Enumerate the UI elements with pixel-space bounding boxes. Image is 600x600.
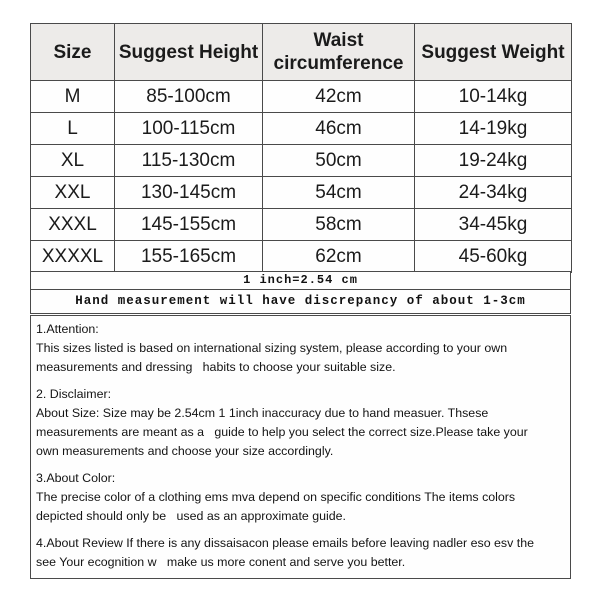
weight-cell: 24-34kg xyxy=(415,177,572,209)
size-cell: XXL xyxy=(31,177,115,209)
inch-conversion-note: 1 inch=2.54 cm xyxy=(30,271,571,290)
table-row xyxy=(31,241,572,273)
weight-cell: 10-14kg xyxy=(415,81,572,113)
weight-cell: 14-19kg xyxy=(415,113,572,145)
table-row xyxy=(31,209,572,241)
height-cell: 115-130cm xyxy=(115,145,263,177)
height-cell: 145-155cm xyxy=(115,209,263,241)
size-cell: XXXXL xyxy=(31,241,115,273)
table-row xyxy=(31,145,572,177)
notes-box xyxy=(30,315,571,579)
note-line: The precise color of a clothing ems mva depend on specific conditions The items colors xyxy=(36,490,516,504)
height-cell: 85-100cm xyxy=(115,81,263,113)
weight-cell: 45-60kg xyxy=(415,241,572,273)
height-cell: 130-145cm xyxy=(115,177,263,209)
col-header-weight: Suggest Weight xyxy=(415,24,572,81)
size-table xyxy=(30,23,572,273)
size-cell: XL xyxy=(31,145,115,177)
size-cell: M xyxy=(31,81,115,113)
note-line: This sizes listed is based on international sizing system, please according to your own xyxy=(36,341,508,355)
waist-cell: 50cm xyxy=(263,145,415,177)
note-line: 1.Attention: xyxy=(36,322,99,336)
note-section-attention xyxy=(36,320,567,377)
note-section-review xyxy=(36,534,567,572)
waist-cell: 46cm xyxy=(263,113,415,145)
table-row xyxy=(31,81,572,113)
note-line: About Size: Size may be 2.54cm 1 1inch inaccuracy due to hand measuer. Thsese xyxy=(36,406,489,420)
col-header-height: Suggest Height xyxy=(115,24,263,81)
waist-cell: 62cm xyxy=(263,241,415,273)
note-line: own measurements and choose your size accordingly. xyxy=(36,444,334,458)
height-cell: 155-165cm xyxy=(115,241,263,273)
note-line: 4.About Review If there is any dissaisacon please emails before leaving nadler eso esv the xyxy=(36,536,534,550)
col-header-waist: Waist circumference xyxy=(263,24,415,81)
table-row xyxy=(31,113,572,145)
waist-cell: 58cm xyxy=(263,209,415,241)
size-cell: L xyxy=(31,113,115,145)
col-header-size: Size xyxy=(31,24,115,81)
table-row xyxy=(31,177,572,209)
weight-cell: 34-45kg xyxy=(415,209,572,241)
waist-cell: 54cm xyxy=(263,177,415,209)
height-cell: 100-115cm xyxy=(115,113,263,145)
size-cell: XXXL xyxy=(31,209,115,241)
note-line: measurements are meant as a guide to help you select the correct size.Please take your xyxy=(36,425,528,439)
waist-cell: 42cm xyxy=(263,81,415,113)
note-line: 2. Disclaimer: xyxy=(36,387,112,401)
note-section-color xyxy=(36,469,567,526)
weight-cell: 19-24kg xyxy=(415,145,572,177)
note-line: 3.About Color: xyxy=(36,471,116,485)
note-section-disclaimer xyxy=(36,385,567,461)
note-line: measurements and dressing habits to choose your suitable size. xyxy=(36,360,396,374)
note-line: depicted should only be used as an approximate guide. xyxy=(36,509,346,523)
hand-measurement-note: Hand measurement will have discrepancy of about 1-3cm xyxy=(30,289,571,314)
note-line: see Your ecognition w make us more conent and serve you better. xyxy=(36,555,406,569)
header-row xyxy=(31,24,572,81)
